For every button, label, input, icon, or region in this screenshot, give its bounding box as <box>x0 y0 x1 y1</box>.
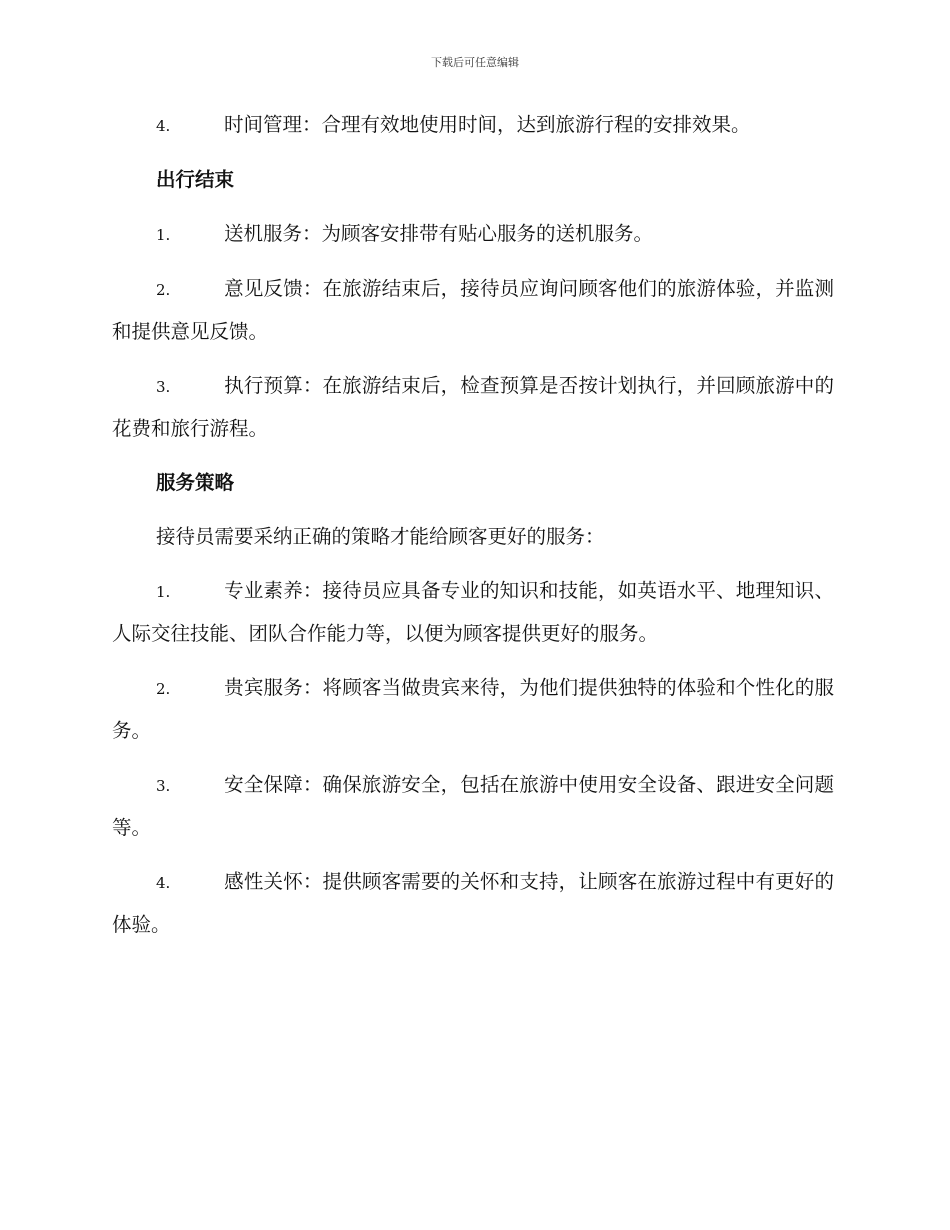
section-heading-strategy: 服务策略 <box>156 471 235 494</box>
list-text: 送机服务：为顾客安排带有贴心服务的送机服务。 <box>224 222 654 245</box>
list-number: 2. <box>156 680 171 698</box>
list-number: 2. <box>156 281 171 299</box>
list-item <box>112 213 834 256</box>
list-item <box>112 570 834 655</box>
document-body <box>112 104 834 958</box>
list-item <box>112 104 834 147</box>
list-number: 4. <box>156 874 171 892</box>
list-number: 3. <box>156 378 171 396</box>
list-item <box>112 861 834 946</box>
list-number: 4. <box>156 117 171 135</box>
list-text: 感性关怀：提供顾客需要的关怀和支持，让顾客在旅游过程中有更好的体验。 <box>112 870 834 936</box>
list-item <box>112 667 834 752</box>
list-text: 意见反馈：在旅游结束后，接待员应询问顾客他们的旅游体验，并监测和提供意见反馈。 <box>112 277 834 343</box>
list-number: 3. <box>156 777 171 795</box>
list-item <box>112 268 834 353</box>
list-text: 专业素养：接待员应具备专业的知识和技能，如英语水平、地理知识、人际交往技能、团队合作能力等，以便为顾客提供更好的服务。 <box>112 579 834 645</box>
list-item <box>112 365 834 450</box>
list-text: 贵宾服务：将顾客当做贵宾来待，为他们提供独特的体验和个性化的服务。 <box>112 676 834 742</box>
list-number: 1. <box>156 583 171 601</box>
list-text: 时间管理：合理有效地使用时间，达到旅游行程的安排效果。 <box>224 113 751 136</box>
list-text: 执行预算：在旅游结束后，检查预算是否按计划执行，并回顾旅游中的花费和旅行游程。 <box>112 374 834 440</box>
page-header: 下载后可任意编辑 <box>431 56 519 69</box>
section-heading-end: 出行结束 <box>156 168 235 191</box>
section-intro: 接待员需要采纳正确的策略才能给顾客更好的服务： <box>156 525 605 548</box>
list-number: 1. <box>156 226 171 244</box>
list-item <box>112 764 834 849</box>
list-text: 安全保障：确保旅游安全，包括在旅游中使用安全设备、跟进安全问题等。 <box>112 773 834 839</box>
